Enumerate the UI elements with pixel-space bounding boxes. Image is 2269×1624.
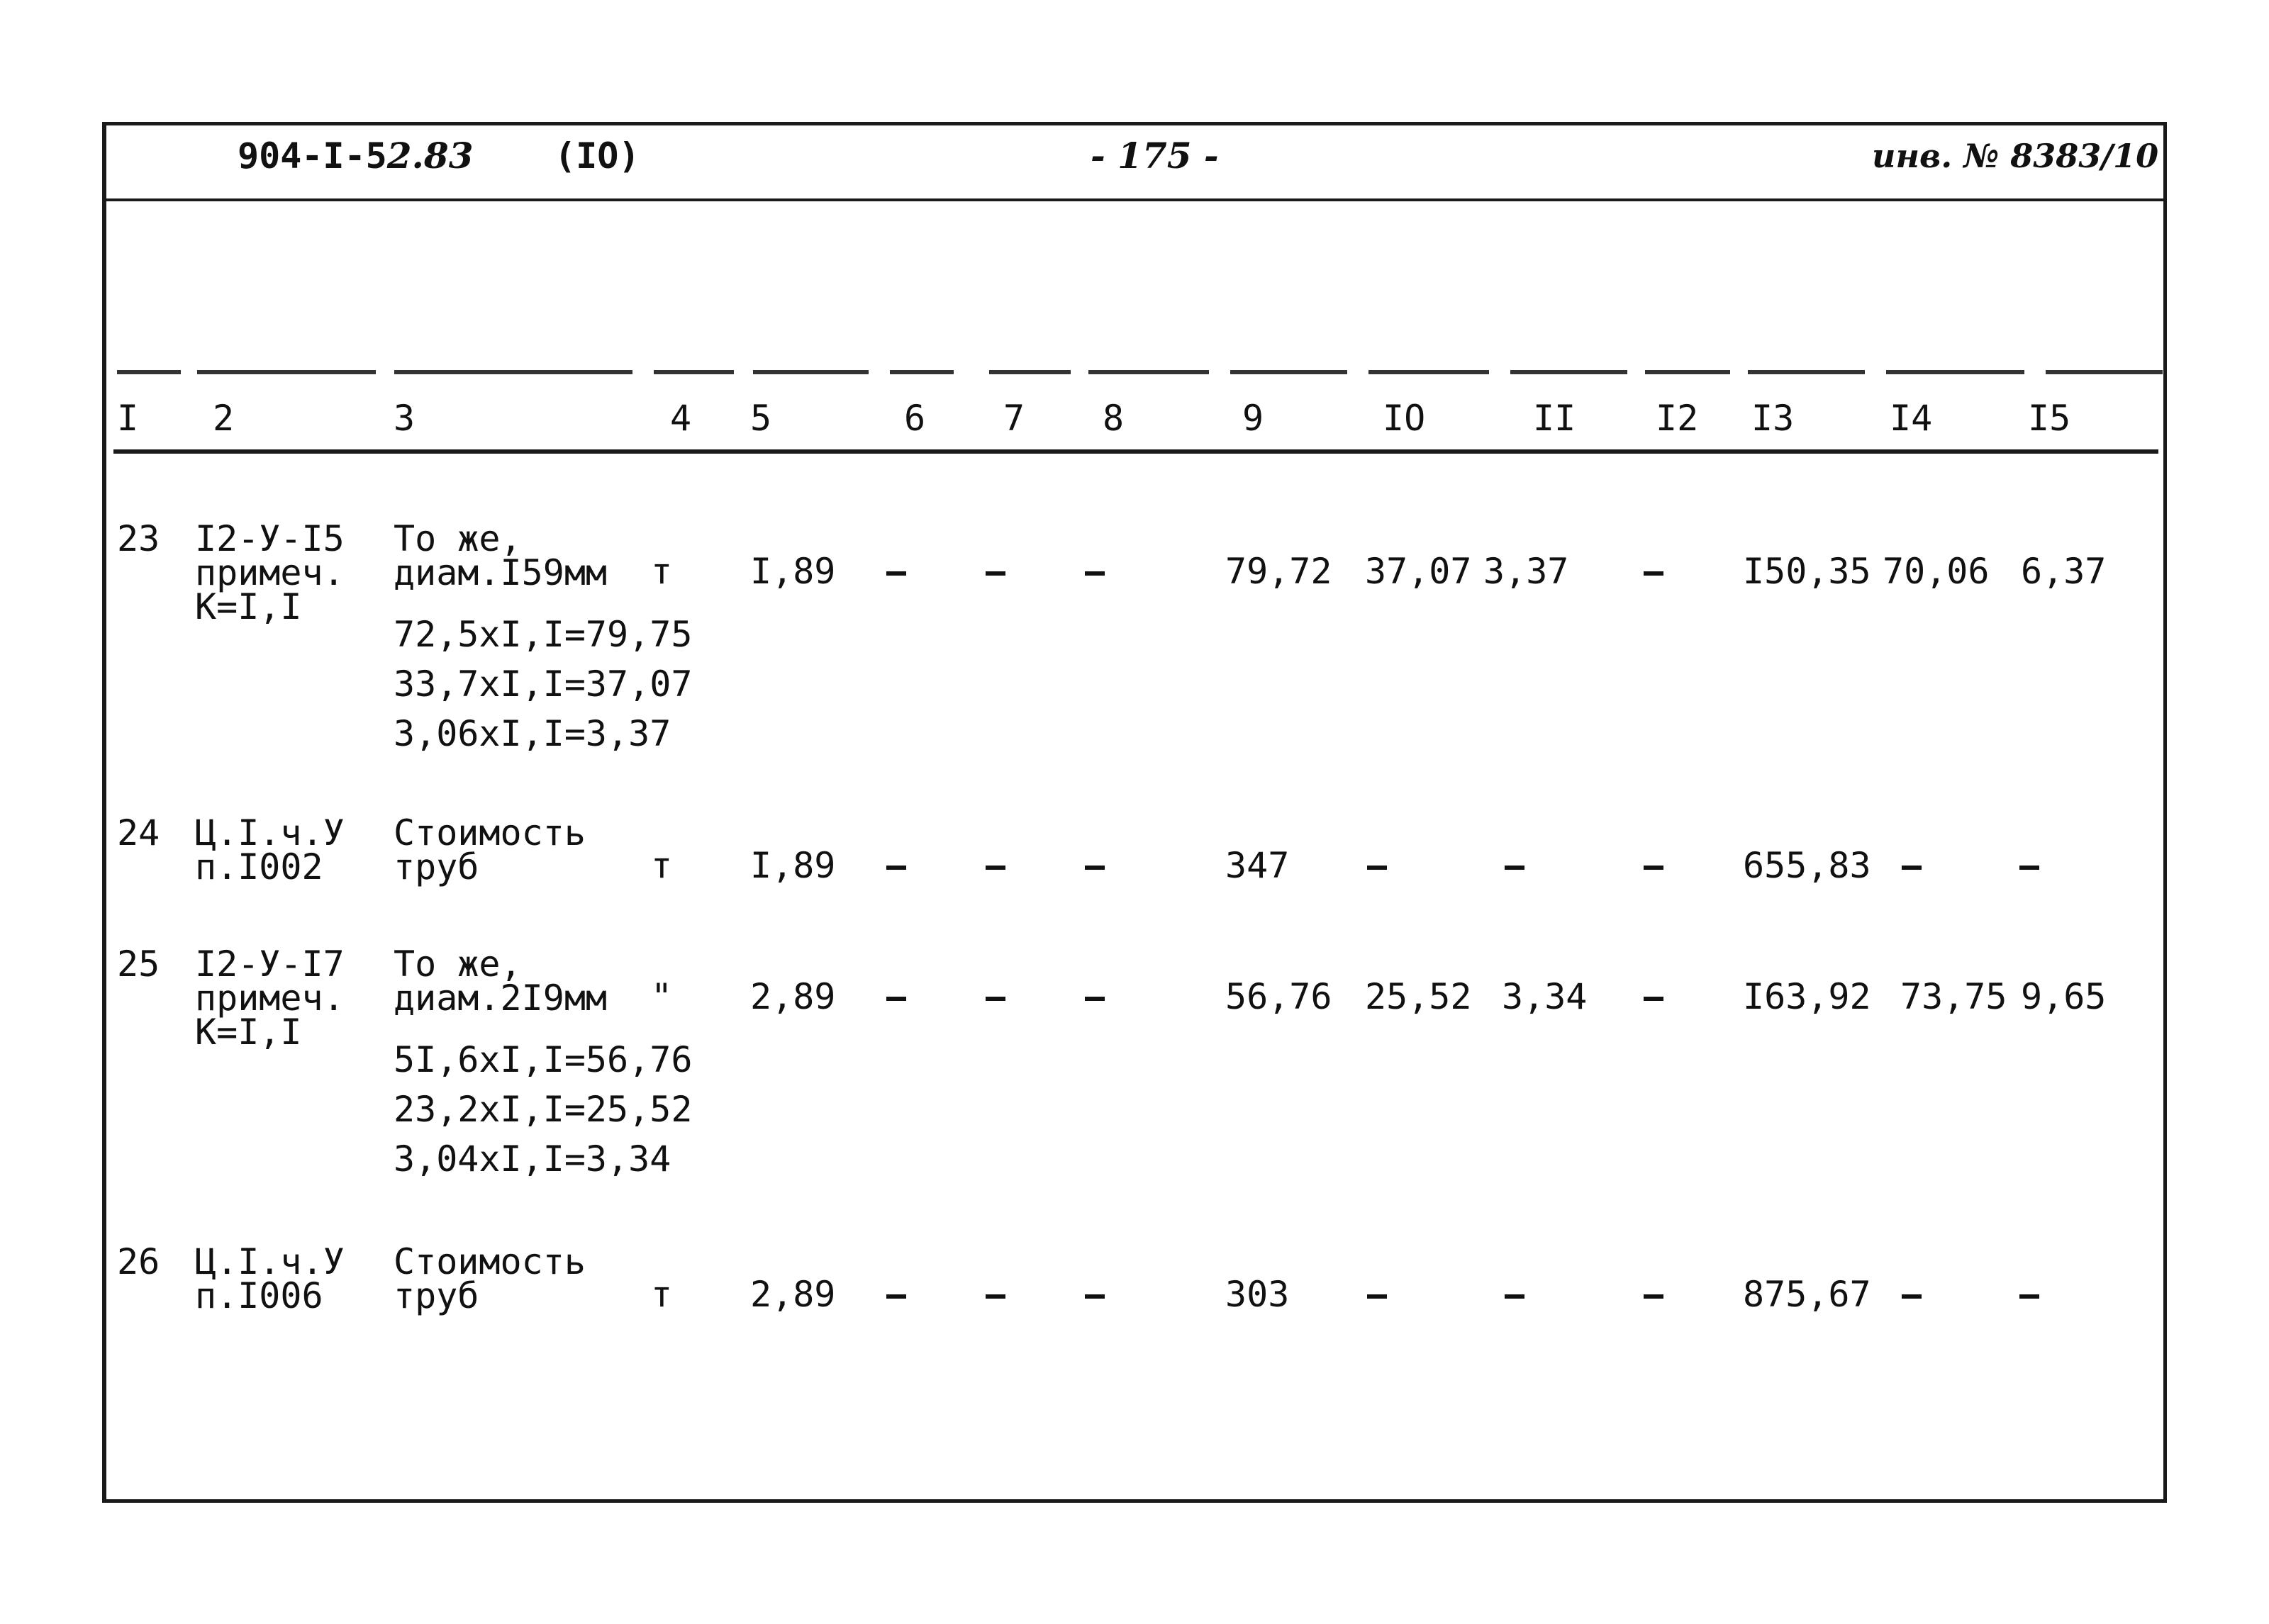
empty-dash xyxy=(1902,1294,1922,1299)
column-dash xyxy=(1088,370,1209,374)
column-dash xyxy=(1748,370,1865,374)
empty-dash xyxy=(886,1294,906,1299)
row-number: 25 xyxy=(117,943,160,985)
row-number: 23 xyxy=(117,518,160,559)
row-description: труб xyxy=(394,846,479,887)
column-dash xyxy=(753,370,869,374)
row-number: 26 xyxy=(117,1241,160,1282)
empty-dash xyxy=(986,571,1005,576)
column-dash xyxy=(1645,370,1730,374)
row-calculation: 72,5хI,I=79,75 xyxy=(394,614,693,655)
column-dash xyxy=(1510,370,1627,374)
row-col15: 6,37 xyxy=(2021,551,2107,592)
empty-dash xyxy=(1644,866,1663,870)
row-col10: 25,52 xyxy=(1365,976,1472,1017)
row-code: Ц.I.ч.У xyxy=(195,1241,345,1282)
empty-dash xyxy=(1085,571,1105,576)
row-code: Ц.I.ч.У xyxy=(195,812,345,853)
empty-dash xyxy=(1367,866,1387,870)
row-code: I2-У-I5 xyxy=(195,518,345,559)
row-col9: 347 xyxy=(1225,845,1290,886)
column-header: I2 xyxy=(1656,398,1699,439)
empty-dash xyxy=(1085,997,1105,1001)
empty-dash xyxy=(1367,1294,1387,1299)
column-header: 7 xyxy=(1003,398,1025,439)
row-code: примеч. xyxy=(195,552,345,593)
empty-dash xyxy=(2019,1294,2039,1299)
row-col5: I,89 xyxy=(750,551,836,592)
column-header: I5 xyxy=(2028,398,2071,439)
row-col9: 303 xyxy=(1225,1274,1290,1315)
sheet-number: (IO) xyxy=(554,135,640,177)
row-col5: 2,89 xyxy=(750,1274,836,1315)
empty-dash xyxy=(886,997,906,1001)
empty-dash xyxy=(2019,866,2039,870)
row-code: К=I,I xyxy=(195,1012,302,1053)
row-description: То же, xyxy=(394,943,522,985)
column-header: 4 xyxy=(670,398,692,439)
column-dash xyxy=(394,370,632,374)
inventory-number: инв. № 8383/10 xyxy=(1872,137,2159,175)
row-col14: 70,06 xyxy=(1883,551,1990,592)
row-calculation: 33,7хI,I=37,07 xyxy=(394,663,693,705)
row-number: 24 xyxy=(117,812,160,853)
column-header: 9 xyxy=(1242,398,1264,439)
empty-dash xyxy=(986,866,1005,870)
project-code-typed: 904-I-5 xyxy=(238,135,387,177)
column-header: I xyxy=(117,398,139,439)
row-unit: " xyxy=(651,976,673,1017)
empty-dash xyxy=(886,571,906,576)
empty-dash xyxy=(1085,866,1105,870)
column-header: II xyxy=(1533,398,1576,439)
empty-dash xyxy=(1505,1294,1524,1299)
row-code: примеч. xyxy=(195,978,345,1019)
column-dash xyxy=(890,370,954,374)
column-header: IO xyxy=(1383,398,1426,439)
column-header: I3 xyxy=(1751,398,1795,439)
empty-dash xyxy=(986,997,1005,1001)
row-col11: 3,37 xyxy=(1483,551,1569,592)
row-col5: I,89 xyxy=(750,845,836,886)
row-col15: 9,65 xyxy=(2021,976,2107,1017)
row-code: п.I006 xyxy=(195,1275,323,1316)
row-calculation: 5I,6хI,I=56,76 xyxy=(394,1039,693,1080)
column-header: 3 xyxy=(394,398,416,439)
empty-dash xyxy=(1505,866,1524,870)
column-header: 2 xyxy=(213,398,235,439)
column-header: 8 xyxy=(1103,398,1125,439)
table-header-rule xyxy=(113,449,2158,454)
row-code: I2-У-I7 xyxy=(195,943,345,985)
empty-dash xyxy=(886,866,906,870)
row-code: п.I002 xyxy=(195,846,323,887)
row-col10: 37,07 xyxy=(1365,551,1472,592)
row-col13: 875,67 xyxy=(1743,1274,1871,1315)
row-col13: I50,35 xyxy=(1743,551,1871,592)
row-col5: 2,89 xyxy=(750,976,836,1017)
row-unit: т xyxy=(651,845,673,886)
row-description: Стоимость xyxy=(394,812,586,853)
column-header: 6 xyxy=(904,398,926,439)
row-description: труб xyxy=(394,1275,479,1316)
row-calculation: 3,06хI,I=3,37 xyxy=(394,713,671,754)
empty-dash xyxy=(1644,997,1663,1001)
empty-dash xyxy=(1644,571,1663,576)
empty-dash xyxy=(1902,866,1922,870)
column-dash xyxy=(989,370,1071,374)
column-dash xyxy=(2046,370,2163,374)
row-col9: 56,76 xyxy=(1225,976,1332,1017)
column-header: 5 xyxy=(750,398,772,439)
row-description: диам.I59мм xyxy=(394,552,608,593)
empty-dash xyxy=(986,1294,1005,1299)
row-col14: 73,75 xyxy=(1900,976,2007,1017)
row-code: К=I,I xyxy=(195,586,302,627)
row-col13: I63,92 xyxy=(1743,976,1871,1017)
header-rule xyxy=(102,198,2167,201)
row-unit: т xyxy=(651,551,673,592)
page-number: - 175 - xyxy=(1091,135,1219,177)
row-description: диам.2I9мм xyxy=(394,978,608,1019)
project-code-handwritten: 2.83 xyxy=(386,135,474,177)
row-description: Стоимость xyxy=(394,1241,586,1282)
row-calculation: 23,2хI,I=25,52 xyxy=(394,1089,693,1130)
column-dash xyxy=(1368,370,1489,374)
row-col9: 79,72 xyxy=(1225,551,1332,592)
column-dash xyxy=(197,370,376,374)
row-description: То же, xyxy=(394,518,522,559)
column-dash xyxy=(1230,370,1347,374)
empty-dash xyxy=(1085,1294,1105,1299)
project-code xyxy=(238,135,474,177)
column-dash xyxy=(117,370,181,374)
row-col11: 3,34 xyxy=(1502,976,1588,1017)
column-header: I4 xyxy=(1890,398,1933,439)
column-dash xyxy=(1886,370,2024,374)
row-calculation: 3,04хI,I=3,34 xyxy=(394,1138,671,1180)
row-col13: 655,83 xyxy=(1743,845,1871,886)
row-unit: т xyxy=(651,1274,673,1315)
empty-dash xyxy=(1644,1294,1663,1299)
column-dash xyxy=(654,370,734,374)
